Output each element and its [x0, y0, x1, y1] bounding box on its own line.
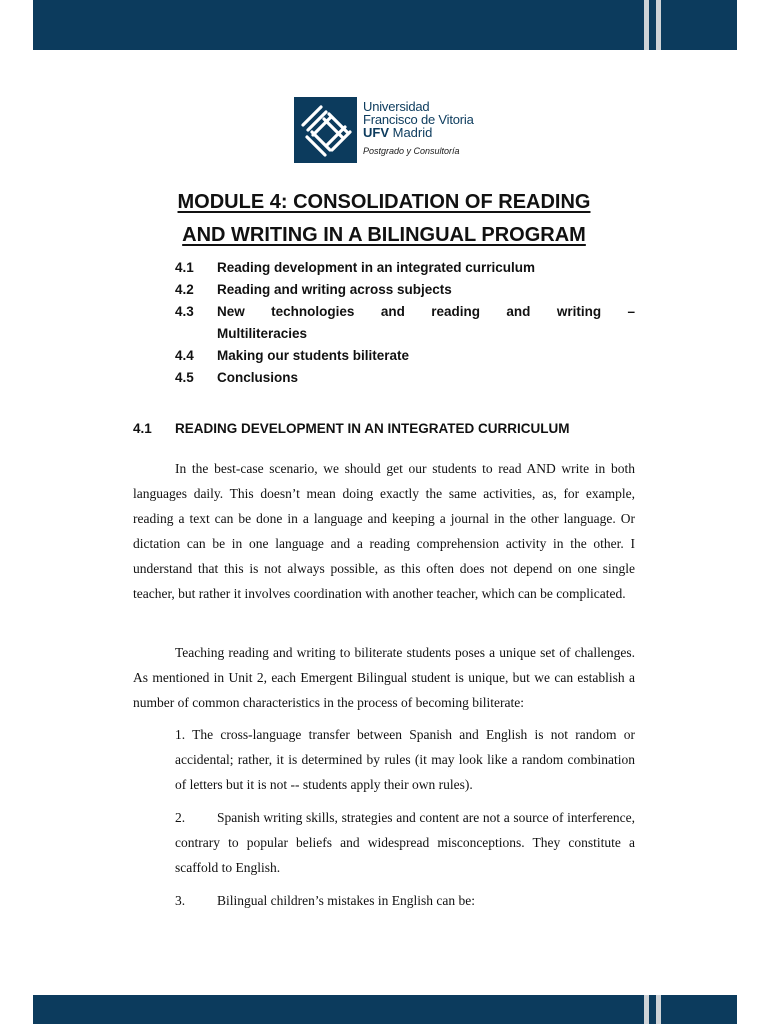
toc-item-number: 4.1	[175, 260, 194, 275]
list-item	[175, 722, 635, 797]
university-logo	[294, 97, 494, 163]
toc-item-text: Making our students biliterate	[217, 348, 410, 363]
toc-item-number: 4.2	[175, 282, 194, 297]
header-band	[33, 0, 737, 50]
header-stripe	[644, 0, 649, 50]
toc-item	[175, 367, 635, 389]
logo-line-1: Universidad	[363, 99, 430, 114]
section-title: READING DEVELOPMENT IN AN INTEGRATED CURRICULUM	[175, 421, 570, 436]
footer-stripe	[644, 995, 649, 1024]
toc-item	[175, 279, 635, 301]
list-item-number: 1.	[175, 727, 186, 742]
toc-item-text: Multiliteracies	[217, 326, 308, 341]
footer-stripe	[656, 995, 661, 1024]
header-stripe	[656, 0, 661, 50]
list-item	[175, 805, 635, 880]
ufv-emblem-icon	[294, 97, 357, 163]
toc-item-number: 4.3	[175, 304, 194, 319]
list-item-text: Spanish writing skills, strategies and content are not a source of interference, contrary to popular beliefs and widespread misconceptions. They constitute a scaffold to English.	[175, 810, 635, 875]
toc-item-text: Conclusions	[217, 370, 299, 385]
list-item	[175, 888, 635, 913]
toc-item-continuation	[175, 323, 635, 345]
logo-line-3: UFV Madrid	[363, 125, 433, 140]
toc-item	[175, 301, 635, 323]
toc-item	[175, 257, 635, 279]
paragraph: Teaching reading and writing to biliterate students poses a unique set of challenges. As mentioned in Unit 2, each Emergent Bilingual student is unique, but we can establish a number of common characteristics in the process of becoming biliterate:	[133, 645, 635, 710]
module-title-line-2: AND WRITING IN A BILINGUAL PROGRAM	[182, 224, 586, 246]
toc-item-number: 4.4	[175, 348, 194, 363]
module-title-line-1: MODULE 4: CONSOLIDATION OF READING	[177, 191, 591, 213]
toc-item-number: 4.5	[175, 370, 194, 385]
toc-item-text: Reading development in an integrated curriculum	[217, 260, 536, 275]
section-number: 4.1	[133, 421, 152, 436]
section-heading	[133, 421, 570, 436]
paragraph: In the best-case scenario, we should get our students to read AND write in both languages daily. This doesn’t mean doing exactly the same activities, as, for example, reading a text can be done in a language and keeping a journal in the other language. Or dictation can be in one language and a reading comprehension activity in the other. I understand that this is not always possible, as this often does not depend on one single teacher, but rather it involves coordination with another teacher, which can be complicated.	[133, 461, 635, 601]
logo-line-4: Postgrado y Consultoría	[363, 146, 460, 156]
toc-item-text: New technologies and reading and writing –	[217, 304, 635, 319]
list-item-number: 3.	[175, 893, 186, 908]
toc-item	[175, 345, 635, 367]
table-of-contents	[175, 257, 635, 389]
footer-band	[33, 995, 737, 1024]
list-item-number: 2.	[175, 810, 186, 825]
toc-item-text: Reading and writing across subjects	[217, 282, 452, 297]
list-item-text: Bilingual children’s mistakes in English can be:	[217, 893, 475, 908]
list-item-text: The cross-language transfer between Spanish and English is not random or accidental; rather, it is determined by rules (it may look like a random combination of letters but it is not -- students apply their own rules).	[175, 727, 635, 792]
logo-wordmark	[363, 100, 474, 156]
logo-line-2: Francisco de Vitoria	[363, 112, 474, 127]
